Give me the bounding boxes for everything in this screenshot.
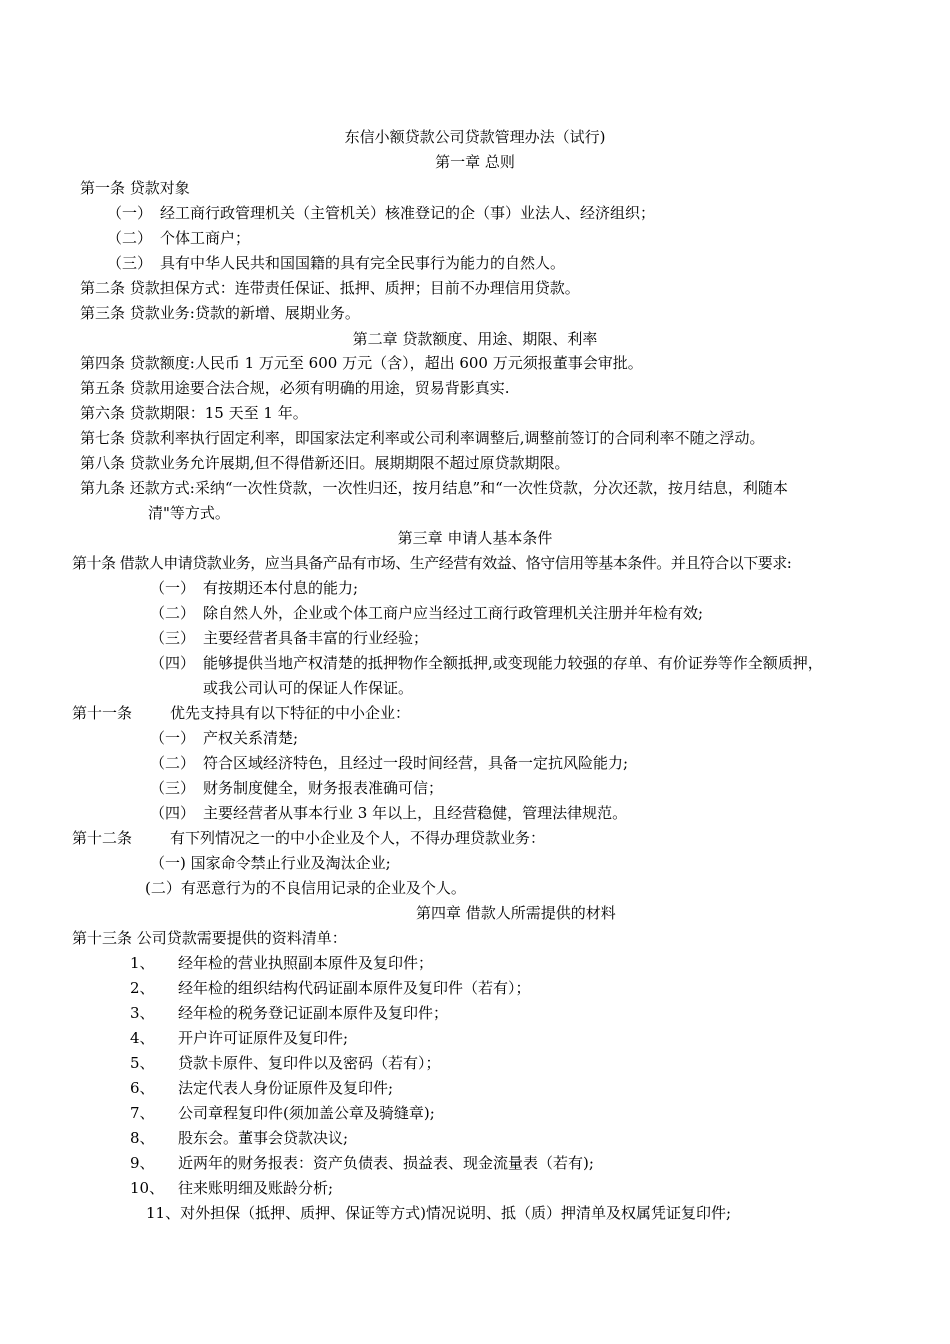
- article-9-line-1: 第九条 还款方式:采纳“一次性贷款，一次性归还，按月结息”和“一次性贷款，分次还款，按月结息，利随本: [80, 479, 788, 497]
- article-11-item-text: 主要经营者从事本行业 3 年以上，且经营稳健，管理法律规范。: [203, 804, 628, 822]
- article-1-item-text: 具有中华人民共和国国籍的具有完全民事行为能力的自然人。: [160, 254, 566, 272]
- material-item-num: 7、: [130, 1104, 155, 1122]
- article-1-item-num: （三）: [107, 254, 153, 272]
- article-10-item-num: （二）: [150, 604, 196, 622]
- article-6: 第六条 贷款期限：15 天至 1 年。: [80, 404, 308, 422]
- article-10: 第十条 借款人申请贷款业务，应当具备产品有市场、生产经营有效益、恪守信用等基本条件。并且符合以下要求:: [72, 554, 792, 572]
- article-11-item-num: （二）: [150, 754, 196, 772]
- article-10-item-num: （四）: [150, 654, 196, 672]
- material-item-num: 1、: [130, 954, 155, 972]
- material-item-text: 法定代表人身份证原件及复印件;: [178, 1079, 394, 1097]
- article-10-item-continuation: 或我公司认可的保证人作保证。: [203, 679, 414, 697]
- material-item-num: 4、: [130, 1029, 155, 1047]
- material-item-num: 6、: [130, 1079, 155, 1097]
- material-item-num: 5、: [130, 1054, 155, 1072]
- article-7: 第七条 贷款利率执行固定利率，即国家法定利率或公司利率调整后,调整前签订的合同利率不随之浮动。: [80, 429, 765, 447]
- article-11-item-num: （三）: [150, 779, 196, 797]
- article-10-item-text: 除自然人外，企业或个体工商户应当经过工商行政管理机关注册并年检有效;: [203, 604, 704, 622]
- material-item-text: 往来账明细及账龄分析;: [178, 1179, 334, 1197]
- article-12-item-2: (二）有恶意行为的不良信用记录的企业及个人。: [145, 879, 466, 897]
- material-item-num: 3、: [130, 1004, 155, 1022]
- article-1-item-num: （一）: [107, 204, 153, 222]
- material-item-text: 经年检的营业执照副本原件及复印件；: [178, 954, 434, 972]
- article-13: 第十三条 公司贷款需要提供的资料清单：: [72, 929, 347, 947]
- material-item-num: 9、: [130, 1154, 155, 1172]
- material-item-text: 股东会。董事会贷款决议;: [178, 1129, 349, 1147]
- article-10-item-num: （一）: [150, 579, 196, 597]
- material-item-num: 8、: [130, 1129, 155, 1147]
- article-1-item-text: 个体工商户；: [160, 229, 251, 247]
- material-item-num: 2、: [130, 979, 155, 997]
- material-item-num: 10、: [130, 1179, 165, 1197]
- article-1-heading: 第一条 贷款对象: [80, 179, 190, 197]
- article-11-text: 优先支持具有以下特征的中小企业：: [170, 704, 411, 722]
- material-item-text: 贷款卡原件、复印件以及密码（若有）；: [178, 1054, 441, 1072]
- article-11-item-text: 财务制度健全，财务报表准确可信；: [203, 779, 444, 797]
- article-1-item-num: （二）: [107, 229, 153, 247]
- chapter-3-title: 第三章 申请人基本条件: [397, 529, 553, 547]
- article-11-item-text: 产权关系清楚;: [203, 729, 299, 747]
- article-5: 第五条 贷款用途要合法合规，必须有明确的用途，贸易背影真实.: [80, 379, 510, 397]
- article-2: 第二条 贷款担保方式：连带责任保证、抵押、质押；目前不办理信用贷款。: [80, 279, 580, 297]
- document-title: 东信小额贷款公司贷款管理办法（试行): [344, 128, 606, 146]
- article-12-item-1: （一) 国家命令禁止行业及淘汰企业;: [150, 854, 391, 872]
- article-11-item-num: （一）: [150, 729, 196, 747]
- chapter-2-title: 第二章 贷款额度、用途、期限、利率: [352, 330, 598, 348]
- article-12-text: 有下列情况之一的中小企业及个人，不得办理贷款业务：: [170, 829, 546, 847]
- article-4: 第四条 贷款额度:人民币 1 万元至 600 万元（含），超出 600 万元须报董事会审批。: [80, 354, 643, 372]
- article-10-item-text: 能够提供当地产权清楚的抵押物作全额抵押,或变现能力较强的存单、有价证券等作全额质押，: [203, 654, 823, 672]
- article-11-item-text: 符合区域经济特色，且经过一段时间经营，具备一定抗风险能力;: [203, 754, 629, 772]
- material-item-text: 开户许可证原件及复印件;: [178, 1029, 349, 1047]
- article-11-item-num: （四）: [150, 804, 196, 822]
- article-8: 第八条 贷款业务允许展期,但不得借新还旧。展期期限不超过原贷款期限。: [80, 454, 570, 472]
- material-item-text: 近两年的财务报表：资产负债表、损益表、现金流量表（若有);: [178, 1154, 594, 1172]
- article-11-num: 第十一条: [72, 704, 133, 722]
- material-item-text: 公司章程复印件(须加盖公章及骑缝章);: [178, 1104, 435, 1122]
- material-item-text: 经年检的税务登记证副本原件及复印件；: [178, 1004, 449, 1022]
- article-3: 第三条 贷款业务:贷款的新增、展期业务。: [80, 304, 360, 322]
- chapter-1-title: 第一章 总则: [435, 153, 515, 171]
- material-item-11: 11、对外担保（抵押、质押、保证等方式)情况说明、抵（质）押清单及权属凭证复印件;: [146, 1204, 731, 1222]
- article-10-item-text: 有按期还本付息的能力;: [203, 579, 359, 597]
- article-10-item-num: （三）: [150, 629, 196, 647]
- article-10-item-text: 主要经营者具备丰富的行业经验；: [203, 629, 429, 647]
- article-9-line-2: 清"等方式。: [148, 504, 230, 522]
- chapter-4-title: 第四章 借款人所需提供的材料: [416, 904, 616, 922]
- article-1-item-text: 经工商行政管理机关（主管机关）核准登记的企（事）业法人、经济组织；: [160, 204, 656, 222]
- article-12-num: 第十二条: [72, 829, 133, 847]
- material-item-text: 经年检的组织结构代码证副本原件及复印件（若有）；: [178, 979, 531, 997]
